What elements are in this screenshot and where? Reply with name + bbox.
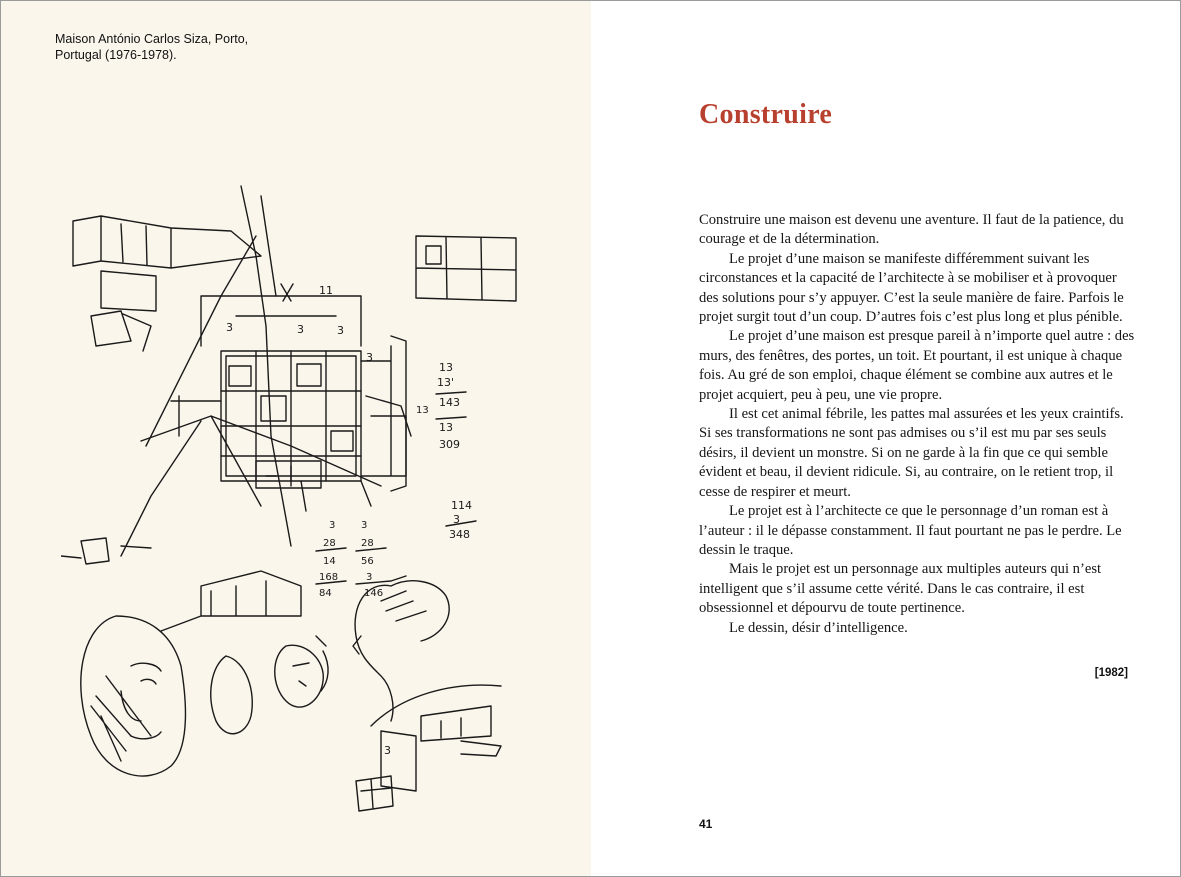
svg-text:13: 13 (416, 405, 429, 416)
chapter-title: Construire (699, 99, 833, 130)
paragraph: Le projet est à l’architecte ce que le personnage d’un roman est à l’auteur : il le dépasse constamment. Il faut pourtant ne pas le perdre. Le dessin le traque. (699, 503, 1122, 558)
svg-text:348: 348 (449, 528, 470, 541)
svg-text:13': 13' (437, 376, 455, 389)
paragraph: Le dessin, désir d’intelligence. (729, 619, 908, 636)
image-caption: Maison António Carlos Siza, Porto, Portugal (1976-1978). (55, 32, 249, 62)
svg-text:143: 143 (439, 396, 460, 409)
svg-text:28: 28 (323, 538, 336, 549)
svg-text:28: 28 (361, 538, 374, 549)
svg-text:3: 3 (337, 324, 344, 337)
paragraph: Le projet d’une maison est presque pareil à n’importe quel autre : des murs, des fenêtres, des portes, un toit. Et pourtant, il est unique à chaque fois. Au gré de son emploi, chaque élément se combine aux autres et le projet acquiert, peu à peu, une vie propre. (699, 328, 1135, 403)
svg-text:3: 3 (453, 513, 460, 526)
right-page (591, 1, 1180, 876)
svg-text:3: 3 (297, 323, 304, 336)
architectural-sketch-icon (61, 176, 531, 836)
svg-text:56: 56 (361, 556, 374, 567)
svg-text:13: 13 (439, 361, 453, 374)
paragraph: Mais le projet est un personnage aux multiples auteurs qui n’est intelligent que s’il assume cette vérité. Dans le cas contraire, il est obsessionnel et dépourvu de toute pertinence. (699, 561, 1102, 617)
svg-text:11: 11 (319, 284, 333, 297)
left-page (1, 1, 591, 876)
svg-text:3: 3 (366, 351, 373, 364)
body-text (699, 211, 1139, 638)
svg-text:114: 114 (451, 499, 472, 512)
svg-text:84: 84 (319, 588, 332, 599)
paragraph: Il est cet animal fébrile, les pattes mal assurées et les yeux craintifs. Si ses transformations ne sont pas admises ou s’il est mu par ses seuls désirs, il devient un monstre. Si on ne garde à la fin que ce qui semble évident et beau, il devient ridicule. Si, au contraire, on le retient trop, il cesse de respirer et meurt. (699, 406, 1124, 500)
svg-text:146: 146 (364, 588, 384, 599)
paragraph: Construire une maison est devenu une aventure. Il faut de la patience, du courage et de la détermination. (699, 212, 1124, 248)
page-number: 41 (699, 817, 713, 831)
svg-text:309: 309 (439, 438, 460, 451)
svg-text:14: 14 (323, 556, 336, 567)
svg-text:3: 3 (361, 520, 368, 531)
paragraph: Le projet d’une maison se manifeste différemment suivant les circonstances et la capacité de l’architecte à se mobiliser et à provoquer des solutions pour s’y appuyer. C’est la seule manière de faire. Parfois le projet surgit tout d’un coup. D’autres fois c’est plus long et plus pénible. (699, 250, 1124, 326)
svg-text:3: 3 (329, 520, 336, 531)
date-reference: [1982] (1094, 667, 1128, 679)
svg-text:3: 3 (226, 321, 233, 334)
svg-text:13: 13 (439, 421, 453, 434)
svg-text:3: 3 (384, 744, 391, 757)
svg-text:3: 3 (366, 572, 373, 583)
svg-text:168: 168 (319, 572, 339, 583)
